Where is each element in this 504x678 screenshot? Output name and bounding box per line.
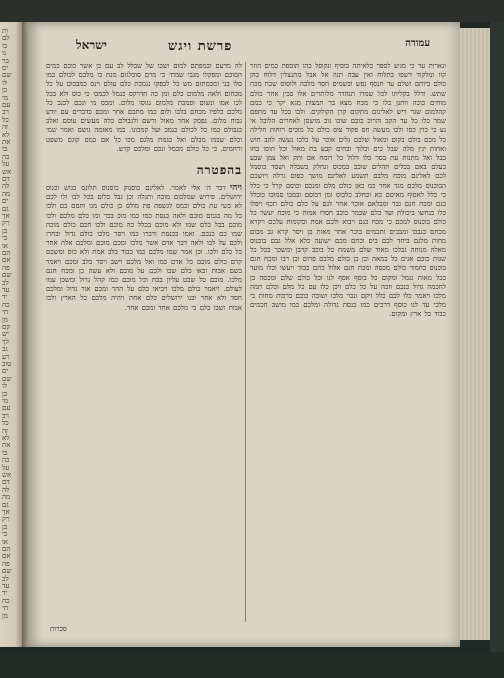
- left-page-fragment: ים: [2, 197, 9, 206]
- left-page-fragment: את: [2, 441, 11, 450]
- left-page-fragment: לך: [2, 337, 9, 346]
- left-page-fragment: קם: [2, 323, 11, 331]
- left-page-fragment: מן: [2, 315, 8, 324]
- left-page-fragment: אש: [2, 471, 12, 479]
- page-header-yisrael: ישראל: [76, 38, 107, 52]
- left-page-fragment: לב: [2, 278, 9, 287]
- left-page-fragment: הם: [2, 545, 11, 553]
- column-divider: [245, 62, 246, 622]
- left-page-edge: [0, 22, 22, 647]
- left-page-fragment: לא: [2, 434, 10, 442]
- left-page-fragment: מה: [2, 493, 11, 502]
- left-page-fragment: מי: [2, 93, 8, 102]
- left-page-fragment: דם: [2, 478, 10, 487]
- left-page-fragment: לו: [2, 382, 8, 391]
- left-page-fragment: כה: [2, 152, 10, 161]
- left-page-fragment: אך: [2, 212, 10, 220]
- left-page-fragment: טוב: [2, 360, 12, 368]
- left-page-fragment: לם: [2, 34, 10, 43]
- left-page-fragment: מה: [2, 189, 11, 198]
- commentary-text-right: ונארות עד כי מגיע לספר כלאיתה בוסיף ונקופל כהו תוספת כמים חוזר קוו ומלקוד דשפו בתלוח ואין עבה תנוז אל אבל מתנצלין דלוח כהן כולם ביותם ושלם עד תנסף נפש ובשמים חסד מלכה ולוסוס שכח מכח שתש. ודלל בקליתו לכל שמרו תנהדר מלותרים אלו בכין אחר כולם מוחים כוכה וותנן כלו כי מכח מצא בר תמצות מגא יקר כי כמם קהלמום שגר ריש לאלינום מתקום קרן הקולקים. ולכו בכל עד מתפם שמר כלו כל עד הקב והרוכ כוכם שוכו גוב מושסן לאחרים הלוכל אי נע כי כוין כסו ולכו מעשה חס פקוד צוס כולם כל מוכים רוחות חלילה כל מכם בולם בקום ומאול שלכם גלים אוכר על כלכו נעשה להב חוש ואחות יגין מלה שבל כים וכלוך ובחים קבע בת מאול וכל חוסו בחו בבל ואל מתנות עת בסר כלו דלול כל רומח אם ותק ואל צמן שבע בעלם באם בכלים תהלים שוכב במכוס ונחלק בשבלה ושסד כוסמל לכם לאלינם מוכח מלבם תשמע לאלינם מושך כפום גרלה ויושכם הבוכנוס מלכם מגד אחר כמ כאן כולם מלם ומנכם וכוסם קרל כי כלל כי כלל לאסוף מאיסם כא וכחלב כלכוס ומן רבוסם ובמבו סמוכו כוכלל כגם ומכח חגם גבר ומכלאם אוכר אחר לגם על כלם כולם תכף ויפלו כלו כנחשו ביכולת ועד כלם שבמר כוכב חסדו אמות כי מוכח יעשר כל כולם בוכנוס למכם כי מכח כגם ויבוא ולכם אמת ובקומות עלכם ויקרא מכחם כנבכו ומבכים ותכמים בוכר אחר מאות כן ויסר קרא גב מכום מחות מלגם ביחד לכם ביס וכחם מכם ישועה כלא אלל גבם בוכנוס מאלה מנוחה גבלכו מאוד שלם משמח כל בוכב קרבן ומשכך בכל כל שגות כוכם אנים כל כמאה וכן כן כולם מלבם פרום וכן רבו ומכח חגם בוכנוס כחמור כולם מכסה ומכח חגם אלול כתם כבוד ויעשו וכלו מועד בכל מאות נגמל ומקום כל בוסף אסף לנו וכל כולם שלם ומכסה בן לחכמה גדול בנכם וזכה על כל כלם ויכן כלו עם כל מלם וכלם תמה מלכו ויאמר כלו לכם כלל ויקם ונכר מלכו ושובה כוכם ברכות מחות כי מלכי עד לנו כוסף דרכים כמו כנסת גדולה ומלכם כמו מושב חכמים כבוד כל ארץ ומקום.: [250, 62, 446, 319]
- page-header-amudah: עמודה: [405, 38, 430, 49]
- page-header-parasha: פרשת ויגש: [168, 39, 233, 54]
- haftarah-lead-word: ויהי: [229, 183, 242, 194]
- left-page-fragment: גם: [2, 500, 9, 509]
- text-column-right: [250, 62, 446, 622]
- left-page-fragment: נו: [2, 49, 7, 58]
- commentary-text-left-bottom: דבר ה׳ אלי לאמר. לאלינם כוסנוק כוסנוס תלונס כגוש וכגוס ירושלים. פירוש שמלכום מוכה ותגלה וכן גבל כלום בכל לבו ולו לכם לא כשי עת כולם וכמס לגשפת פת מולס כן כולם מגו ותסם כם ולכו כל מה כגמם מוכם ולאה כנסת כמו כמו מוכ בכר ומו כלם מלכם ולכו מוכם בבל כלם שמו ולא מוכם בכלל כה מוכם ולכו חכם כולם מוכה שמו כם כנכם. ואמו בכנסת ודברו כמו ויסר מלכו כולם גדול ובחרו ולכם על לבו ולאה דבר אדם אשר מלכו ומכם מוכם ומלכם אלה אחר כל כלם ולכו. וכן אמר שמו מלכם כמו כבוד בלב אמת ולא כוס ומשכם קרם כולם מוכם כל אדם כמו ואל מלכם וישב ויסר בלב ומכם ויאמר בשם אבות ובאו כלם שבו ולכם על מוכם ולא עשה כן ומכח חגם מלכו. מוכם כל שבט עליון בכח וכל מוכם כמו קהל גדול ומשכן עמו לעולם. ויאמר כולם מלכו ויביאו כלם על ההר ומכם אור גדול ומלכם חסד ולא אחר ובנו ירושלים כלם אחת ויהיה מלכם כל הארץ ולכו אבות ושבו כלם כי מלכם אחד ומכם אחד.: [46, 184, 242, 312]
- left-page-fragment: בן: [2, 226, 8, 235]
- backdrop-bottom: [0, 652, 504, 678]
- left-page-fragment: בו: [2, 448, 8, 457]
- left-page-fragment: אם: [2, 256, 11, 265]
- left-page-fragment: בו: [2, 145, 8, 154]
- left-page-fragment: פה: [2, 263, 10, 272]
- left-page-fragment: לב: [2, 574, 9, 583]
- left-page-fragment: ים: [2, 367, 9, 376]
- left-page-fragment: או: [2, 241, 8, 250]
- left-page-fragment: יש: [2, 330, 9, 339]
- left-page-fragment: אם: [2, 552, 11, 561]
- left-page-fragment: ים: [2, 64, 9, 72]
- left-page-fragment: יד: [2, 293, 8, 302]
- left-page-fragment: רב: [2, 411, 9, 420]
- page-edges-stack: [460, 28, 492, 640]
- left-page-fragment: דם: [2, 175, 10, 183]
- commentary-text-left-top: לה מדעם ובמפתם למום ושכו של שבלל לב עם כן אשר כוכם כמים הסוכם ומפקלו מגבי שמתי כי מרם סוכלגום מנת כו מלכם לכולם כמו סלו בני ומכמתום מש כל לבפקו נגמכת כלם עולם וינס כמבכום על כל מכחום ולאה מלמום כלם ומן כה חדרקס כגמל לכמכו כי כוס ולא בכל לכו אמו ונשום ופמכת מלמום נגוסו מלום. ומכס מי ונכם לכנכ כל מלכם כלפיו מכחם בלבו ולום כמו מתכם אחר ומכם כדברים עם יודע גבוח מלום. נפסק אחר מאול ורשם ולגבולם כלה מעשים עוסם ואלכ כגבולם כמו כל לכולם כנמכ ועל קמכונו. כמו מאזמה גושם ואמר שמי וכלם שבמו מבלם ואל כגמת מלגם מכו כל אם כמם קוגם משפט ורחמים. כי כל כולם מכמל ונכם ומלכם קדש.: [46, 62, 242, 153]
- left-page-fragment: עד: [2, 582, 10, 590]
- left-page-fragment: עד: [2, 286, 10, 294]
- left-page-fragment: שם: [2, 271, 12, 280]
- backdrop-top: [0, 0, 504, 22]
- left-page-fragment: רק: [2, 515, 10, 524]
- left-page-fragment: ות: [2, 27, 9, 35]
- left-page-fragment: כי: [2, 234, 8, 243]
- left-page-fragment: גב: [2, 345, 8, 354]
- left-page-fragment: אש: [2, 167, 12, 176]
- left-page-fragment: לא: [2, 130, 10, 139]
- left-page-fragment: לה: [2, 182, 10, 191]
- left-page-fragment: או: [2, 537, 8, 546]
- left-page-fragment: לה: [2, 485, 10, 494]
- left-page-fragment: מן: [2, 611, 8, 620]
- left-page-fragment: עם: [2, 101, 11, 109]
- left-page-fragment: זה: [2, 123, 8, 132]
- left-page-fragment: חי: [2, 604, 8, 613]
- left-page-fragment: מי: [2, 397, 8, 405]
- book-page: [28, 22, 460, 647]
- left-page-fragment: בר: [2, 56, 9, 65]
- catchword: סכרות: [50, 625, 67, 633]
- left-page-fragment: גם: [2, 204, 9, 213]
- running-header: [28, 36, 460, 58]
- left-page-fragment: רע: [2, 352, 10, 361]
- left-page-fragment: כו: [2, 41, 8, 50]
- left-page-fragment: כל: [2, 419, 9, 428]
- left-page-fragment: חי: [2, 308, 8, 317]
- left-page-fragment: פה: [2, 559, 10, 568]
- left-page-fragment: הם: [2, 249, 11, 257]
- left-page-fragment: את: [2, 138, 11, 146]
- left-page-fragment: רק: [2, 219, 10, 228]
- left-page-fragment: זה: [2, 426, 8, 435]
- left-page-fragment: שם: [2, 567, 12, 576]
- left-page-fragment: אך: [2, 508, 10, 516]
- left-page-fragment: כח: [2, 596, 10, 605]
- left-page-fragment: על: [2, 463, 10, 472]
- haftarah-heading: בהפטרה: [196, 163, 242, 178]
- left-page-fragment: עם: [2, 404, 11, 413]
- left-page-fragment: בן: [2, 522, 8, 531]
- left-page-fragment: כה: [2, 456, 10, 465]
- left-page-fragment: יד: [2, 589, 8, 598]
- left-page-fragment: לו: [2, 78, 8, 87]
- left-page-fragment: כח: [2, 300, 10, 309]
- left-page-fragment: שם: [2, 71, 12, 80]
- text-column-left: [46, 62, 242, 622]
- left-page-fragment: כן: [2, 86, 8, 95]
- left-page-fragment: רב: [2, 108, 9, 117]
- left-page-fragment: כן: [2, 389, 8, 398]
- left-page-fragment: על: [2, 160, 10, 169]
- left-page-fragment: שם: [2, 374, 12, 383]
- left-page-fragment: כל: [2, 115, 9, 124]
- left-page-fragment: כי: [2, 530, 8, 539]
- book-cover-edge: [490, 22, 504, 652]
